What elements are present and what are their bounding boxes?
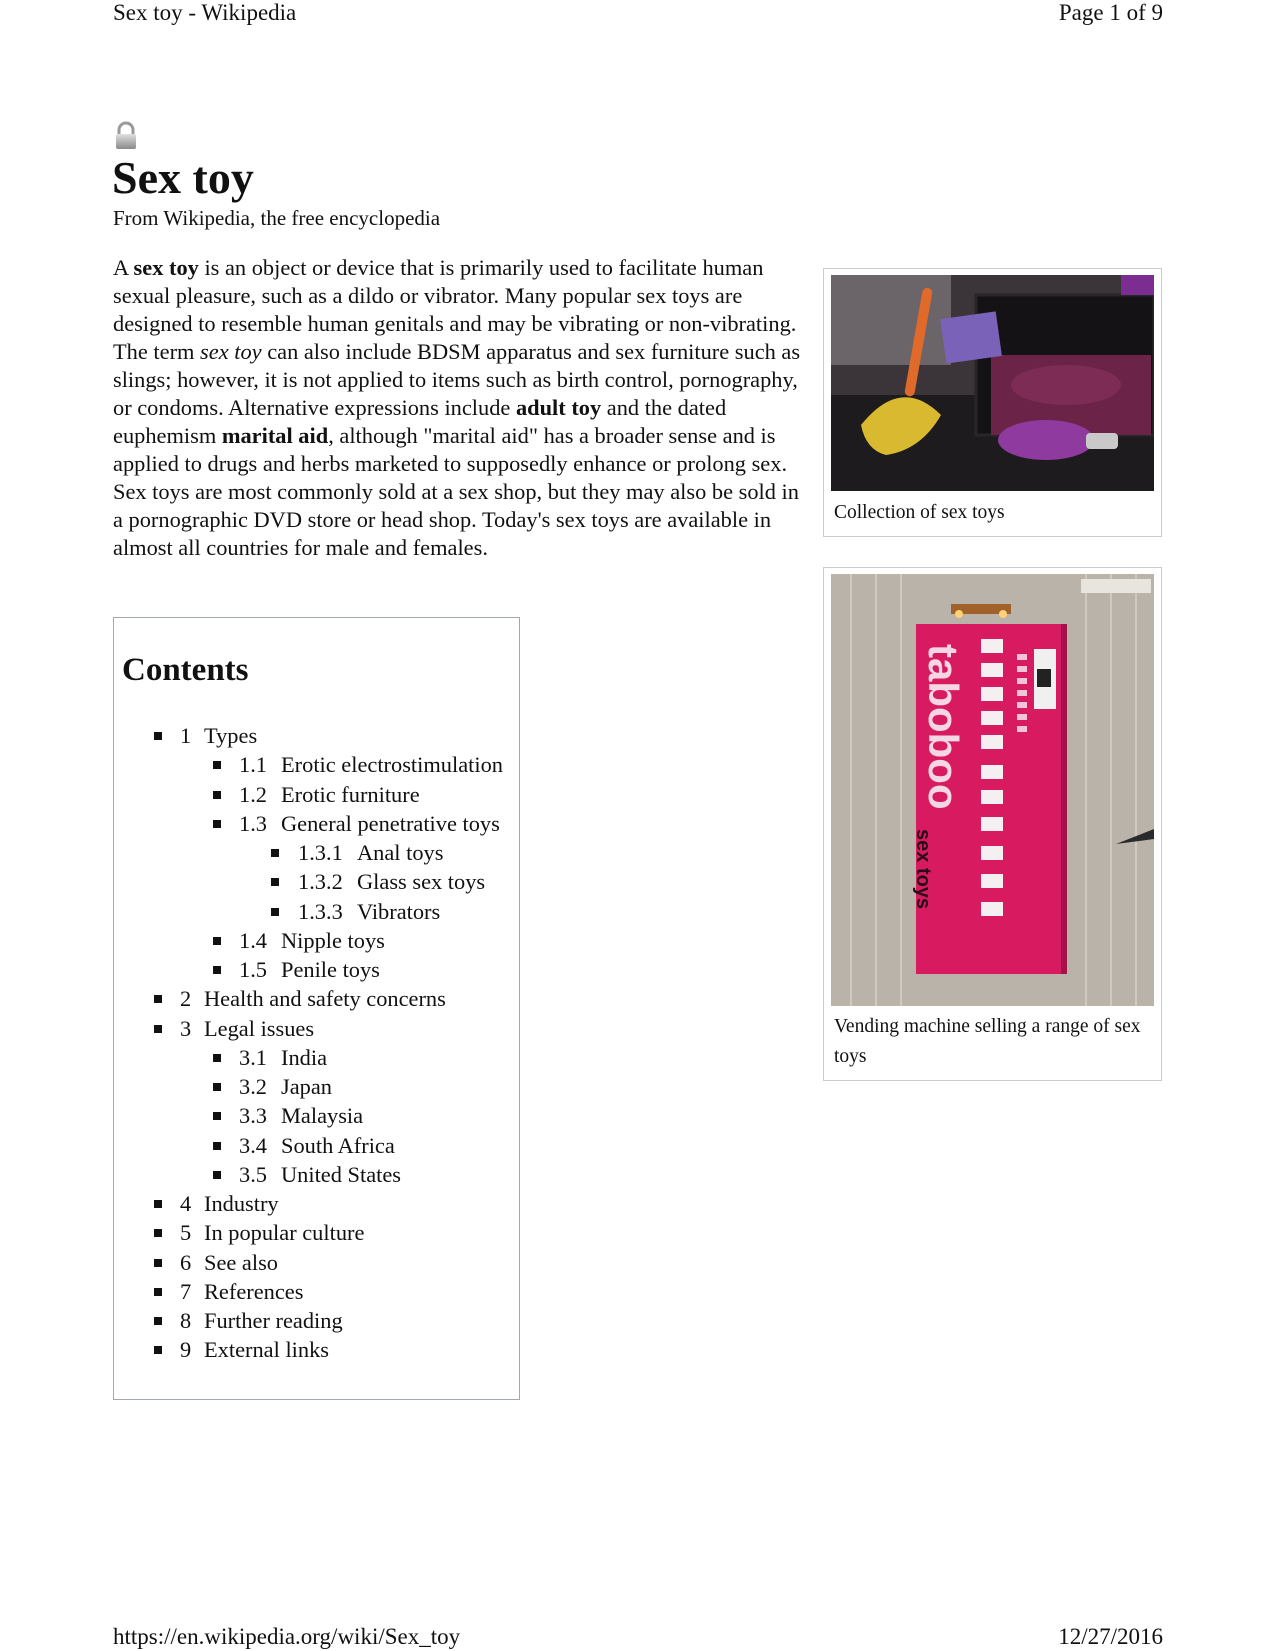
intro-text: is an object or device that is primarily used to facilitate human sexual pleasure, such as a dildo or vibrator. Many popular sex toys are designed to resemble human genitals and may be vibrating or non-vibrating. The term xyxy=(113,255,797,364)
square-bullet-icon xyxy=(213,937,221,945)
figure-caption: Vending machine selling a range of sex toys xyxy=(834,1016,1141,1067)
square-bullet-icon xyxy=(213,1112,221,1120)
toc-item-label[interactable]: In popular culture xyxy=(204,1220,365,1246)
square-bullet-icon xyxy=(154,1288,162,1296)
toc-item-label[interactable]: Further reading xyxy=(204,1308,343,1333)
toc-item-number: 1.5 xyxy=(239,957,267,982)
square-bullet-icon xyxy=(271,908,279,916)
toc-item-label[interactable]: General penetrative toys xyxy=(281,810,500,836)
square-bullet-icon xyxy=(154,732,162,740)
square-bullet-icon xyxy=(213,1054,221,1062)
square-bullet-icon xyxy=(154,1259,162,1267)
square-bullet-icon xyxy=(213,761,221,769)
toc-item-number: 9 xyxy=(180,1337,192,1363)
square-bullet-icon xyxy=(154,1229,162,1237)
toc-item-number: 6 xyxy=(180,1249,192,1275)
square-bullet-icon xyxy=(154,1200,162,1208)
square-bullet-icon xyxy=(213,966,221,974)
square-bullet-icon xyxy=(271,878,279,886)
square-bullet-icon xyxy=(271,849,279,857)
toc-item-label[interactable]: See also xyxy=(204,1249,278,1275)
toc-item-number: 1.2 xyxy=(239,781,267,807)
toc-heading: Contents xyxy=(122,652,249,688)
figure-caption: Collection of sex toys xyxy=(834,502,1005,523)
toc-item-label[interactable]: South Africa xyxy=(281,1132,395,1158)
toc-item-label[interactable]: Legal issues xyxy=(204,1015,315,1041)
toc-item-label[interactable]: Anal toys xyxy=(357,840,444,865)
toc-item-label[interactable]: Health and safety concerns xyxy=(204,986,446,1012)
figure-vending-machine xyxy=(823,567,1162,1081)
intro-text: A xyxy=(113,255,134,280)
page-title: Sex toy xyxy=(112,152,254,203)
square-bullet-icon xyxy=(213,1083,221,1091)
intro-paragraph xyxy=(113,254,803,562)
print-footer-date: 12/27/2016 xyxy=(1058,1624,1163,1649)
toc-item-label[interactable]: Glass sex toys xyxy=(357,869,486,895)
square-bullet-icon xyxy=(213,1142,221,1150)
toc-item-number: 1.4 xyxy=(239,927,267,953)
toc-item-label[interactable]: Penile toys xyxy=(281,957,380,982)
intro-text: , although "marital aid" has a broader sense and is applied to drugs and herbs marketed to supposedly enhance or prolong sex. Sex toys are most commonly sold at a sex shop, but they may also be sold in a pornographic DVD store or head shop. Today's sex toys are available in almost all countries for male and females. xyxy=(113,423,799,560)
toc-item-number: 1.1 xyxy=(239,752,267,778)
toc-item-number: 3.4 xyxy=(239,1132,267,1158)
print-footer-url: https://en.wikipedia.org/wiki/Sex_toy xyxy=(113,1624,461,1649)
toc-item-label[interactable]: Japan xyxy=(281,1074,332,1099)
toc-item-number: 3.2 xyxy=(239,1074,267,1099)
bold-term: adult toy xyxy=(515,395,602,420)
toc-item-label[interactable]: Nipple toys xyxy=(281,927,385,953)
intro-text: and the dated euphemism xyxy=(113,395,727,448)
square-bullet-icon xyxy=(213,820,221,828)
toc-item-label[interactable]: India xyxy=(281,1044,328,1070)
bold-term: marital aid xyxy=(221,423,329,448)
toc-item-number: 1.3.3 xyxy=(298,898,343,924)
toc-item-number: 2 xyxy=(180,986,192,1012)
square-bullet-icon xyxy=(154,1025,162,1033)
toc-item-number: 8 xyxy=(180,1308,192,1333)
toc-item-number: 1.3 xyxy=(239,810,267,836)
toc-item-label[interactable]: United States xyxy=(281,1161,402,1187)
toc-item-label[interactable]: Vibrators xyxy=(357,898,441,924)
toc-item-number: 3.5 xyxy=(239,1161,267,1187)
page-subtitle: From Wikipedia, the free encyclopedia xyxy=(113,206,441,230)
vending-machine-photo xyxy=(831,574,1154,1006)
table-of-contents xyxy=(113,617,520,1400)
toc-item-label[interactable]: References xyxy=(204,1278,304,1304)
lock-icon xyxy=(113,121,139,151)
toc-item-label[interactable]: Erotic furniture xyxy=(281,781,420,807)
figure-sex-toys-collection xyxy=(823,268,1162,537)
toc-item-number: 1.3.1 xyxy=(298,840,343,865)
sex-toys-photo xyxy=(831,275,1154,491)
square-bullet-icon xyxy=(154,995,162,1003)
toc-item-number: 5 xyxy=(180,1220,192,1246)
square-bullet-icon xyxy=(154,1317,162,1325)
toc-item-label[interactable]: Industry xyxy=(204,1191,279,1216)
print-header-title: Sex toy - Wikipedia xyxy=(113,0,297,25)
square-bullet-icon xyxy=(213,791,221,799)
toc-item-number: 7 xyxy=(180,1278,192,1304)
toc-item-number: 3.1 xyxy=(239,1044,267,1070)
toc-item-label[interactable]: External links xyxy=(204,1337,329,1363)
square-bullet-icon xyxy=(213,1171,221,1179)
toc-item-number: 3 xyxy=(180,1015,192,1041)
toc-item-label[interactable]: Malaysia xyxy=(281,1103,364,1129)
toc-item-number: 1 xyxy=(180,723,192,748)
intro-text: can also include BDSM apparatus and sex furniture such as slings; however, it is not applied to items such as birth control, pornography, or condoms. Alternative expressions include xyxy=(113,339,801,420)
toc-item-number: 4 xyxy=(180,1191,192,1216)
toc-item-label[interactable]: Erotic electrostimulation xyxy=(281,752,503,778)
italic-term: sex toy xyxy=(200,339,262,364)
vending-subtitle-text: sex toys xyxy=(912,829,934,910)
print-header-page-number: Page 1 of 9 xyxy=(1058,0,1163,25)
square-bullet-icon xyxy=(154,1346,162,1354)
vending-brand-text: taboboo xyxy=(920,644,967,810)
toc-item-number: 1.3.2 xyxy=(298,869,343,895)
bold-term: sex toy xyxy=(133,255,199,280)
toc-item-label[interactable]: Types xyxy=(204,723,258,748)
toc-item-number: 3.3 xyxy=(239,1103,267,1129)
